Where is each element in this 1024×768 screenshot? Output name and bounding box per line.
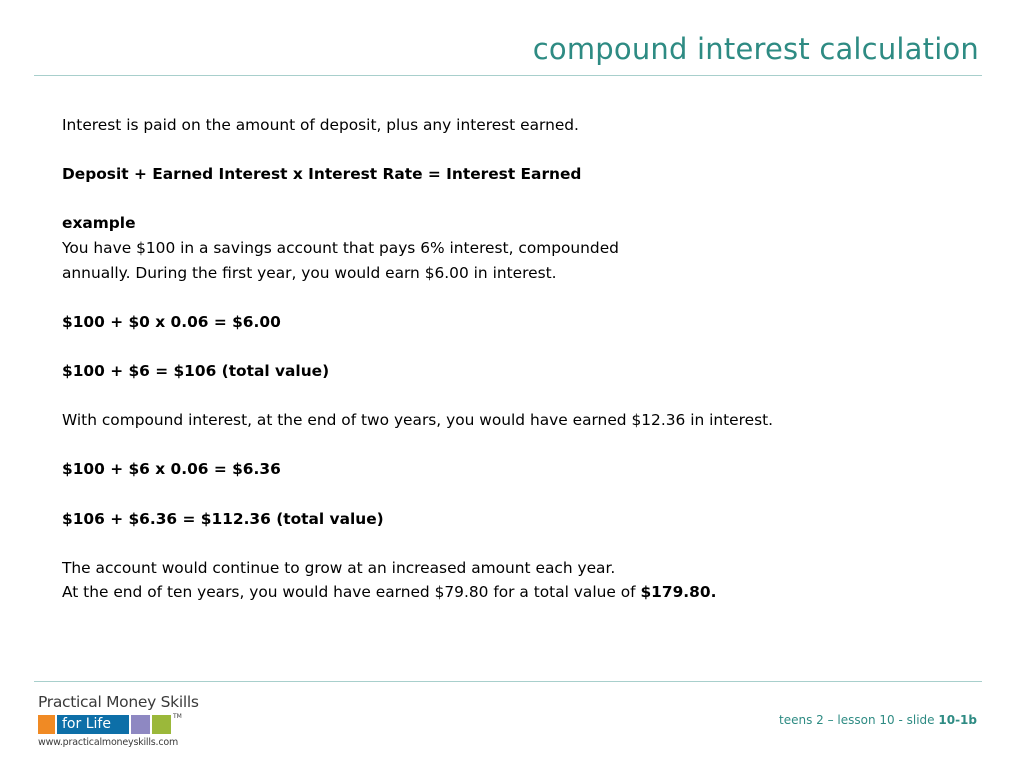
calculation-3: $100 + $6 x 0.06 = $6.36: [62, 460, 281, 479]
continue-text: The account would continue to grow at an increased amount each year.: [62, 558, 616, 577]
calculation-1: $100 + $0 x 0.06 = $6.00: [62, 312, 281, 331]
ten-years-text: [62, 580, 962, 605]
logo-for-life: for Life: [57, 715, 129, 734]
slide-body: [62, 113, 962, 605]
slide-title: compound interest calculation: [532, 32, 979, 66]
logo-url: www.practicalmoneyskills.com: [38, 737, 179, 748]
practical-money-skills-logo: [38, 693, 238, 753]
calculation-2: $100 + $6 = $106 (total value): [62, 361, 330, 380]
calculation-4: $106 + $6.36 = $112.36 (total value): [62, 509, 384, 528]
two-years-text: With compound interest, at the end of two years, you would have earned $12.36 in interest.: [62, 411, 774, 430]
title-divider: [34, 75, 982, 76]
ten-years-total: $179.80.: [640, 583, 717, 602]
logo-orange-square: [38, 715, 55, 734]
formula-text: Deposit + Earned Interest x Interest Rate = Interest Earned: [62, 165, 582, 184]
logo-purple-square: [131, 715, 150, 734]
intro-text: Interest is paid on the amount of deposit, plus any interest earned.: [62, 116, 579, 134]
ten-years-prefix: At the end of ten years, you would have earned $79.80 for a total value of: [62, 583, 641, 602]
example-line-2: annually. During the first year, you would earn $6.00 in interest.: [62, 263, 557, 282]
logo-green-square: [152, 715, 171, 734]
footer-divider: [34, 681, 982, 682]
example-heading: example: [62, 214, 136, 233]
slide-footer: [779, 713, 977, 727]
footer-slide-number: 10-1b: [938, 713, 977, 727]
example-line-1: You have $100 in a savings account that pays 6% interest, compounded: [62, 238, 619, 257]
logo-title: Practical Money Skills: [38, 693, 199, 711]
footer-lesson-text: teens 2 – lesson 10 - slide: [779, 713, 939, 727]
logo-trademark: TM: [173, 713, 182, 720]
